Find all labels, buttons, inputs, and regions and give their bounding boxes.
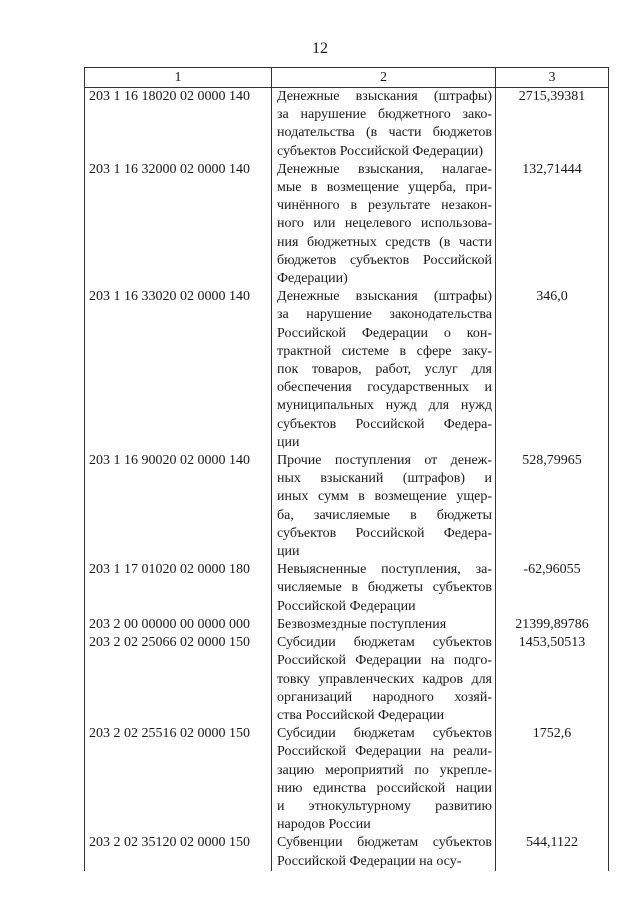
revenue-amount: 21399,89786: [496, 616, 609, 634]
revenue-name: [272, 452, 496, 561]
budget-classification-code: 203 2 02 25066 02 0000 150: [85, 634, 272, 725]
revenue-name: [272, 161, 496, 288]
revenue-name-line: Денежные взыскания, налагае-: [277, 161, 492, 177]
revenue-name: [272, 561, 496, 616]
revenue-name-line: иных сумм в возмещение ущер-: [277, 489, 492, 505]
revenue-name-line: товку управленческих кадров для: [277, 671, 492, 687]
revenue-name-line: субъектов Российской Федера-: [277, 416, 492, 432]
column-header-1: 1: [85, 68, 272, 88]
table-row: [85, 725, 609, 834]
revenue-name: [272, 88, 496, 161]
revenue-name-line: ния бюджетных средств (в части: [277, 234, 492, 250]
revenue-name: [272, 288, 496, 452]
revenue-name-line: Российской Федерации: [277, 598, 416, 614]
budget-classification-code: 203 1 17 01020 02 0000 180: [85, 561, 272, 616]
revenue-name: [272, 616, 496, 634]
revenue-name-line: субъектов Российской Федерации): [277, 143, 484, 159]
revenue-name-line: обеспечения государственных и: [277, 380, 492, 396]
revenue-name-line: народов России: [277, 817, 371, 833]
revenue-name-line: Федерации): [277, 271, 348, 287]
revenue-name-line: муниципальных нужд для нужд: [277, 398, 492, 414]
table-row: [85, 616, 609, 634]
revenue-name-line: Прочие поступления от денеж-: [277, 453, 492, 469]
revenue-amount: 544,1122: [496, 834, 609, 870]
table-row: [85, 288, 609, 452]
budget-revenue-table: [84, 67, 609, 871]
revenue-name-line: организаций народного хозяй-: [277, 689, 492, 705]
table-header-row: [85, 68, 609, 88]
table-row: [85, 452, 609, 561]
budget-classification-code: 203 1 16 18020 02 0000 140: [85, 88, 272, 161]
revenue-name: [272, 725, 496, 834]
revenue-name-line: субъектов Российской Федера-: [277, 525, 492, 541]
revenue-name-line: за нарушение законодательства: [277, 307, 492, 323]
budget-classification-code: 203 2 00 00000 00 0000 000: [85, 616, 272, 634]
revenue-amount: -62,96055: [496, 561, 609, 616]
budget-classification-code: 203 2 02 35120 02 0000 150: [85, 834, 272, 870]
revenue-name-line: и этнокультурному развитию: [277, 798, 492, 814]
revenue-name-line: Денежные взыскания (штрафы): [277, 89, 492, 104]
revenue-name-line: зацию мероприятий по укрепле-: [277, 762, 492, 778]
column-header-3: 3: [496, 68, 609, 88]
revenue-name-line: нию единства российской нации: [277, 780, 492, 796]
revenue-name-line: Российской Федерации на осу-: [277, 853, 462, 869]
revenue-name: [272, 834, 496, 870]
revenue-name-line: ба, зачисляемые в бюджеты: [277, 507, 492, 523]
revenue-name-line: ции: [277, 544, 300, 560]
revenue-name-line: ства Российской Федерации: [277, 707, 445, 723]
revenue-amount: 346,0: [496, 288, 609, 452]
budget-classification-code: 203 2 02 25516 02 0000 150: [85, 725, 272, 834]
revenue-name-line: трактной системе в сфере заку-: [277, 343, 492, 359]
revenue-name-line: Российской Федерации о кон-: [277, 325, 492, 341]
table-row: [85, 88, 609, 161]
revenue-name-line: чинённого в результате незакон-: [277, 198, 492, 214]
revenue-name-line: Субсидии бюджетам субъектов: [277, 635, 492, 651]
table-row: [85, 634, 609, 725]
revenue-amount: 528,79965: [496, 452, 609, 561]
budget-classification-code: 203 1 16 90020 02 0000 140: [85, 452, 272, 561]
revenue-name-line: Субвенции бюджетам субъектов: [277, 835, 492, 851]
revenue-amount: 1453,50513: [496, 634, 609, 725]
revenue-name-line: числяемые в бюджеты субъектов: [277, 580, 492, 596]
revenue-amount: 1752,6: [496, 725, 609, 834]
page-number: 12: [312, 40, 328, 57]
revenue-name: [272, 634, 496, 725]
table-row: [85, 161, 609, 288]
revenue-name-line: Невыясненные поступления, за-: [277, 562, 492, 578]
budget-classification-code: 203 1 16 32000 02 0000 140: [85, 161, 272, 288]
revenue-name-line: за нарушение бюджетного зако-: [277, 107, 492, 123]
column-header-2: 2: [272, 68, 496, 88]
budget-classification-code: 203 1 16 33020 02 0000 140: [85, 288, 272, 452]
revenue-name-line: мые в возмещение ущерба, при-: [277, 180, 492, 196]
revenue-name-line: Российской Федерации на реали-: [277, 744, 492, 760]
revenue-name-line: нодательства (в части бюджетов: [277, 125, 492, 141]
revenue-name-line: ции: [277, 434, 300, 450]
revenue-name-line: пок товаров, работ, услуг для: [277, 362, 492, 378]
revenue-name-line: ных взысканий (штрафов) и: [277, 471, 492, 487]
revenue-amount: 2715,39381: [496, 88, 609, 161]
revenue-name-line: Денежные взыскания (штрафы): [277, 289, 492, 305]
revenue-amount: 132,71444: [496, 161, 609, 288]
revenue-name-line: Безвозмездные поступления: [277, 616, 447, 632]
revenue-name-line: бюджетов субъектов Российской: [277, 252, 492, 268]
revenue-name-line: Субсидии бюджетам субъектов: [277, 726, 492, 742]
revenue-name-line: ного или нецелевого использова-: [277, 216, 492, 232]
table-row: [85, 561, 609, 616]
revenue-name-line: Российской Федерации на подго-: [277, 653, 492, 669]
table-row: [85, 834, 609, 870]
